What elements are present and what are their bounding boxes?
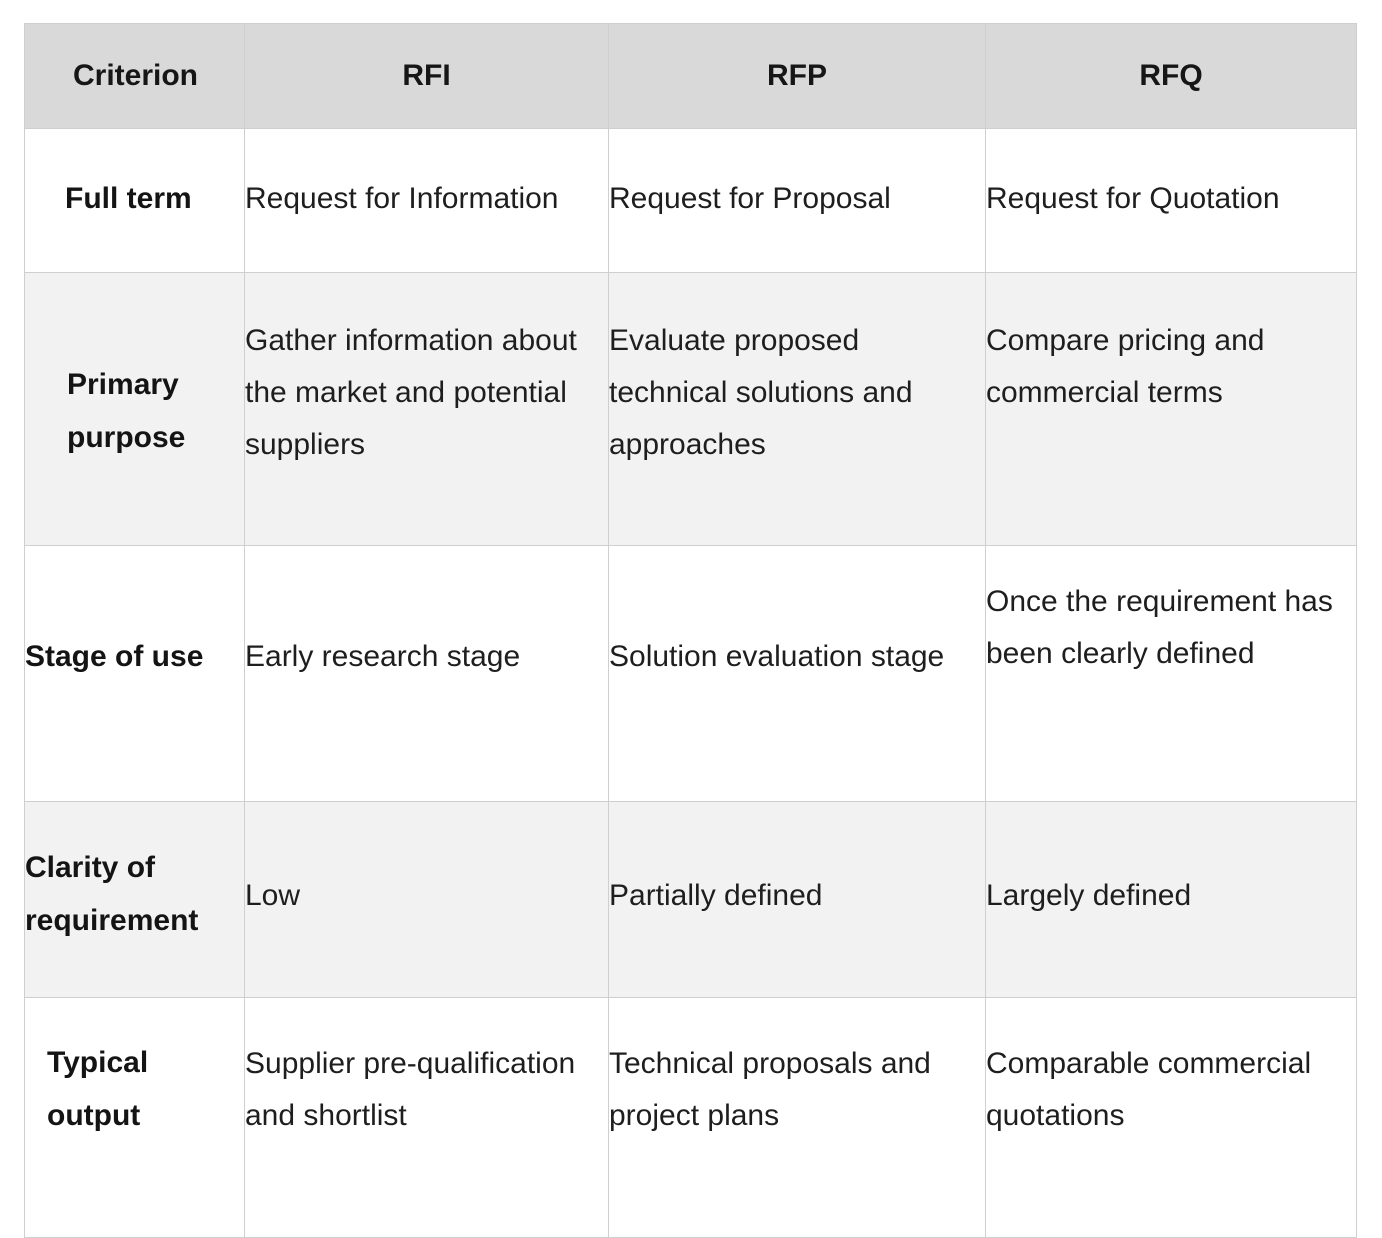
rfq-cell: Largely defined — [986, 802, 1357, 998]
table-row — [25, 802, 1357, 998]
rfi-cell: Low — [245, 802, 609, 998]
table-row — [25, 273, 1357, 546]
rfq-cell: Compare pricing and commercial terms — [986, 273, 1357, 546]
rfq-cell: Once the requirement has been clearly defined — [986, 546, 1357, 802]
rfp-cell: Request for Proposal — [609, 129, 986, 273]
table-body — [25, 129, 1357, 1238]
rfp-cell: Solution evaluation stage — [609, 546, 986, 802]
table-row — [25, 998, 1357, 1238]
criterion-cell: Primary purpose — [25, 273, 245, 546]
comparison-table — [24, 23, 1357, 1238]
criterion-cell: Typical output — [25, 998, 245, 1238]
table-row — [25, 129, 1357, 273]
table-row — [25, 546, 1357, 802]
criterion-cell: Clarity of requirement — [25, 802, 245, 998]
rfi-cell: Request for Information — [245, 129, 609, 273]
rfq-cell: Comparable commercial quotations — [986, 998, 1357, 1238]
rfi-cell: Gather information about the market and potential suppliers — [245, 273, 609, 546]
rfi-cell: Early research stage — [245, 546, 609, 802]
criterion-cell: Full term — [25, 129, 245, 273]
header-rfp: RFP — [609, 24, 986, 129]
table-header — [25, 24, 1357, 129]
rfp-cell: Partially defined — [609, 802, 986, 998]
header-rfq: RFQ — [986, 24, 1357, 129]
header-rfi: RFI — [245, 24, 609, 129]
header-criterion: Criterion — [25, 24, 245, 129]
criterion-cell: Stage of use — [25, 546, 245, 802]
rfp-cell: Evaluate proposed technical solutions and approaches — [609, 273, 986, 546]
header-row — [25, 24, 1357, 129]
rfp-cell: Technical proposals and project plans — [609, 998, 986, 1238]
rfq-cell: Request for Quotation — [986, 129, 1357, 273]
rfi-cell: Supplier pre-qualification and shortlist — [245, 998, 609, 1238]
